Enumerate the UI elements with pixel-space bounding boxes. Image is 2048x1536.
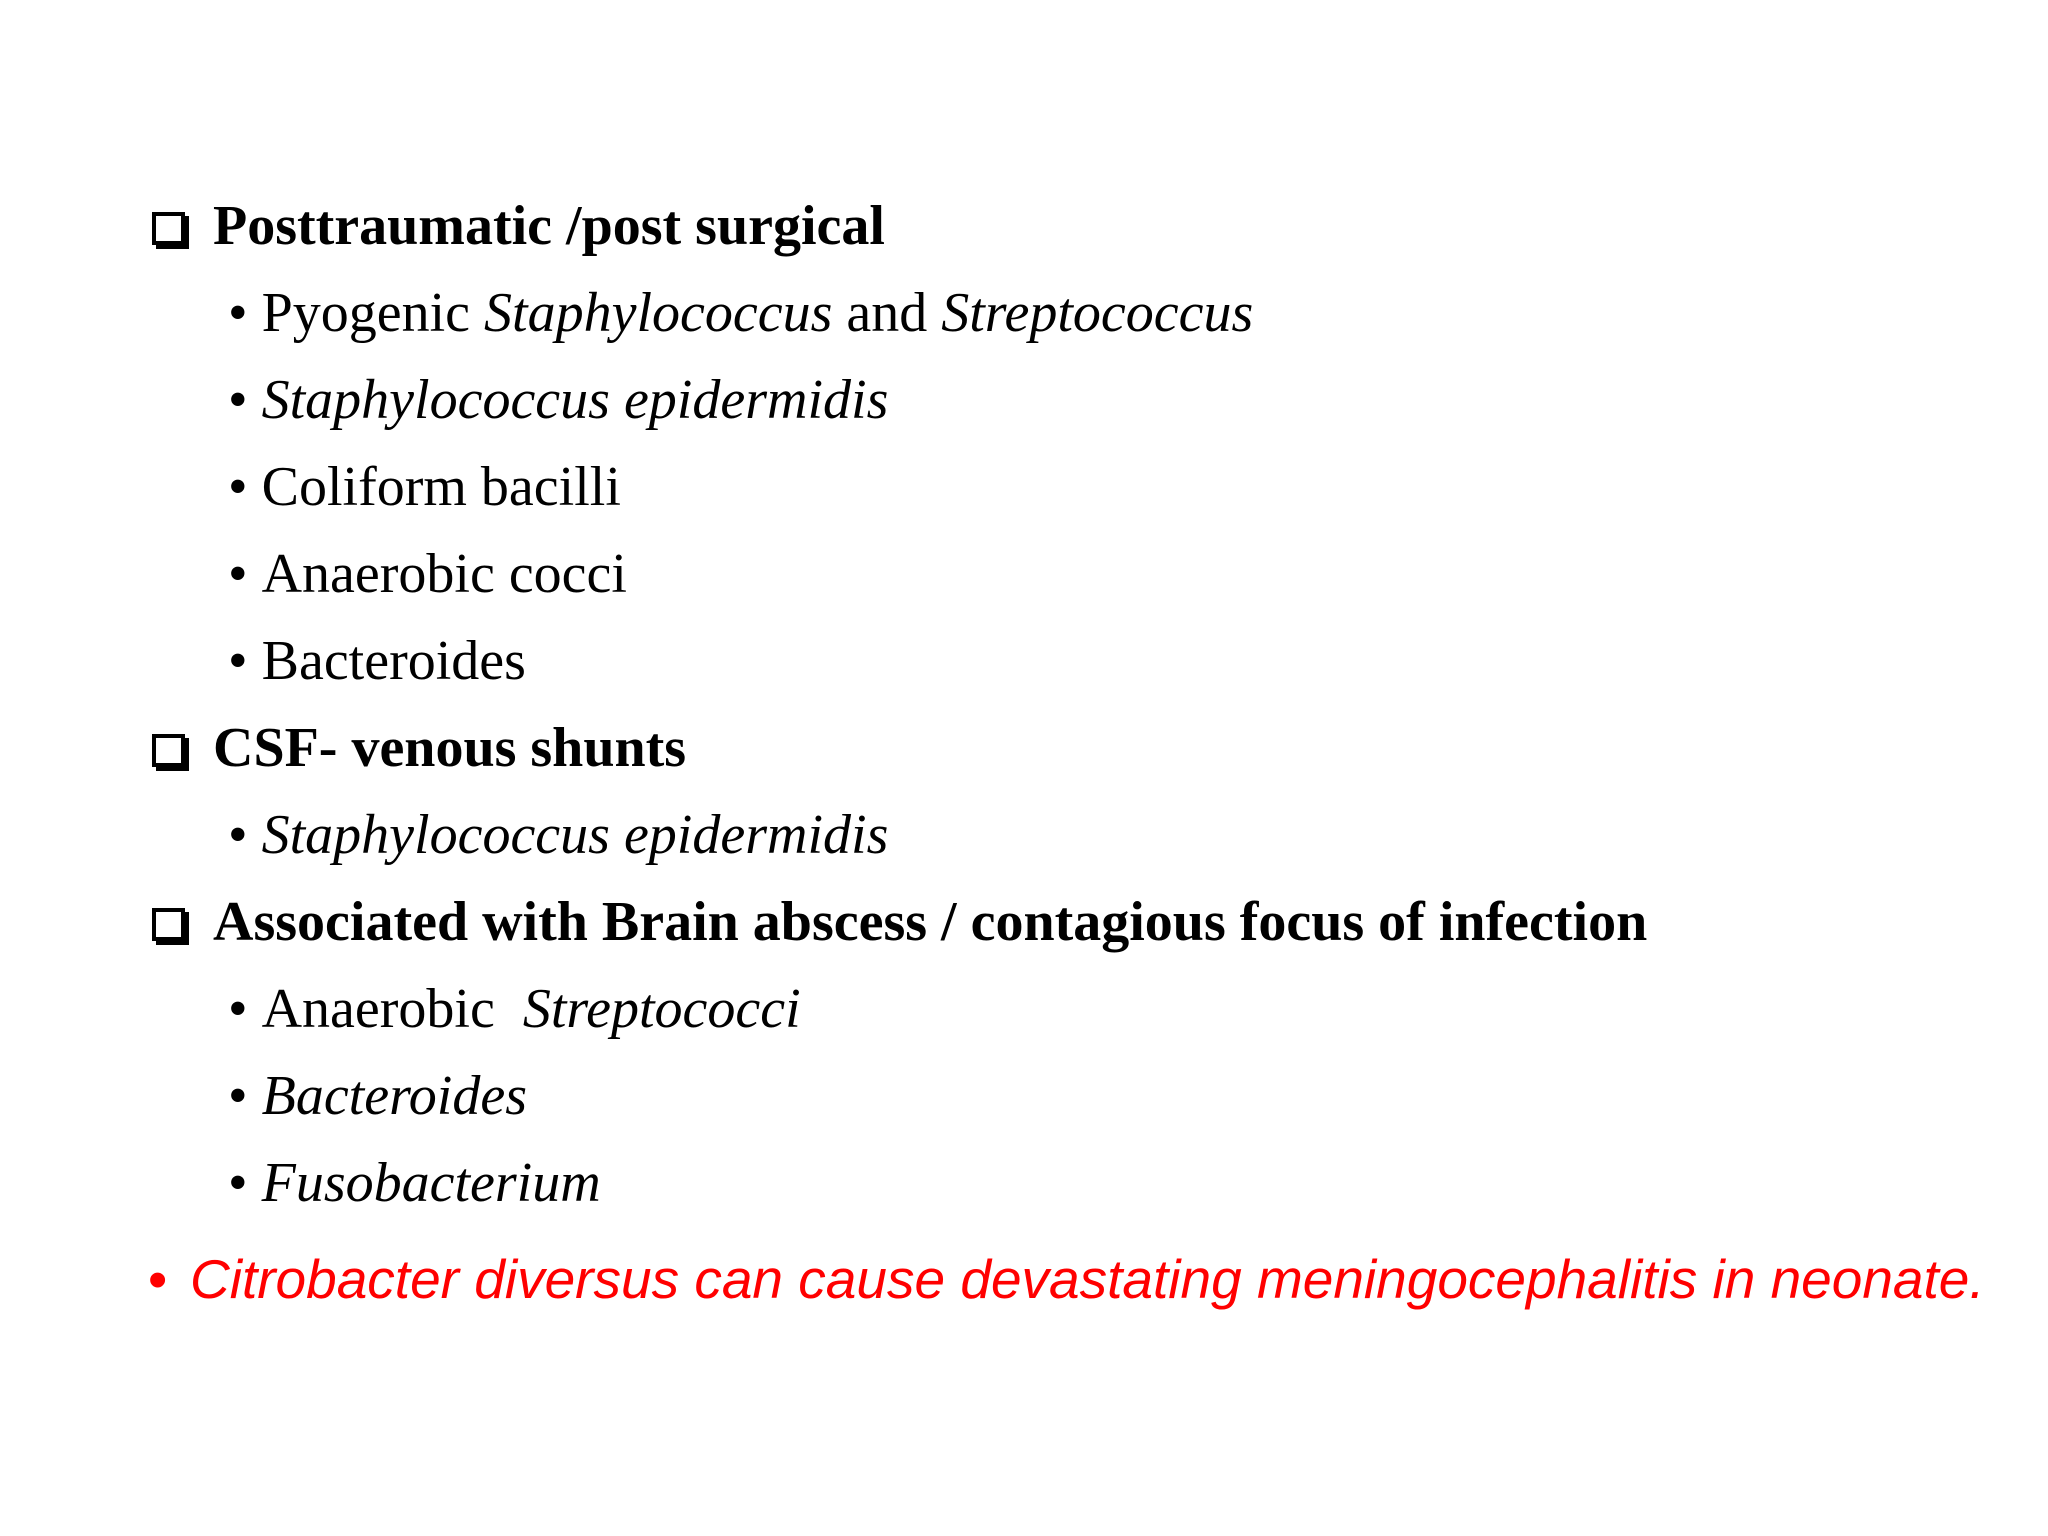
item-text: Bacteroides	[261, 630, 526, 692]
list-item	[228, 978, 801, 1040]
item-text: Coliform bacilli	[261, 456, 621, 518]
list-item	[228, 1065, 528, 1127]
item-text-italic: Fusobacterium	[261, 1152, 601, 1214]
bullet-icon: •	[228, 456, 248, 518]
highlight-note	[148, 1238, 2020, 1320]
list-item	[228, 630, 526, 692]
list-item	[228, 1152, 601, 1214]
bullet-icon: •	[228, 282, 248, 344]
item-text-italic: Staphylococcus epidermidis	[261, 804, 889, 866]
heading-posttraumatic	[152, 195, 885, 257]
bullet-icon: •	[228, 369, 248, 431]
item-text: Pyogenic	[261, 282, 485, 344]
checkbox-icon	[152, 734, 185, 767]
bullet-icon: •	[228, 978, 248, 1040]
heading-text: Associated with Brain abscess / contagious focus of infection	[213, 891, 1648, 953]
item-text-italic: Streptococci	[522, 978, 801, 1040]
heading-brain-abscess	[152, 891, 1648, 953]
item-text-italic: Staphylococcus epidermidis	[261, 369, 889, 431]
bullet-icon: •	[148, 1248, 168, 1310]
heading-text: CSF- venous shunts	[213, 717, 687, 779]
checkbox-icon	[152, 212, 185, 245]
list-item	[228, 369, 889, 431]
list-item	[228, 804, 889, 866]
item-text-italic: Bacteroides	[261, 1065, 528, 1127]
list-item	[228, 543, 627, 605]
bullet-icon: •	[228, 1065, 248, 1127]
heading-text: Posttraumatic /post surgical	[213, 195, 885, 257]
bullet-icon: •	[228, 1152, 248, 1214]
item-text: and	[832, 282, 942, 344]
list-item	[228, 282, 1254, 344]
item-text-italic: Staphylococcus	[484, 282, 833, 344]
item-text-italic: Streptococcus	[941, 282, 1254, 344]
note-text: Citrobacter diversus can cause devastating meningocephalitis in neonate.	[190, 1248, 1985, 1310]
bullet-icon: •	[228, 804, 248, 866]
bullet-icon: •	[228, 543, 248, 605]
list-item	[228, 456, 621, 518]
item-text: Anaerobic cocci	[261, 543, 627, 605]
checkbox-icon	[152, 908, 185, 941]
heading-csf-shunts	[152, 717, 687, 779]
item-text: Anaerobic	[261, 978, 523, 1040]
bullet-icon: •	[228, 630, 248, 692]
